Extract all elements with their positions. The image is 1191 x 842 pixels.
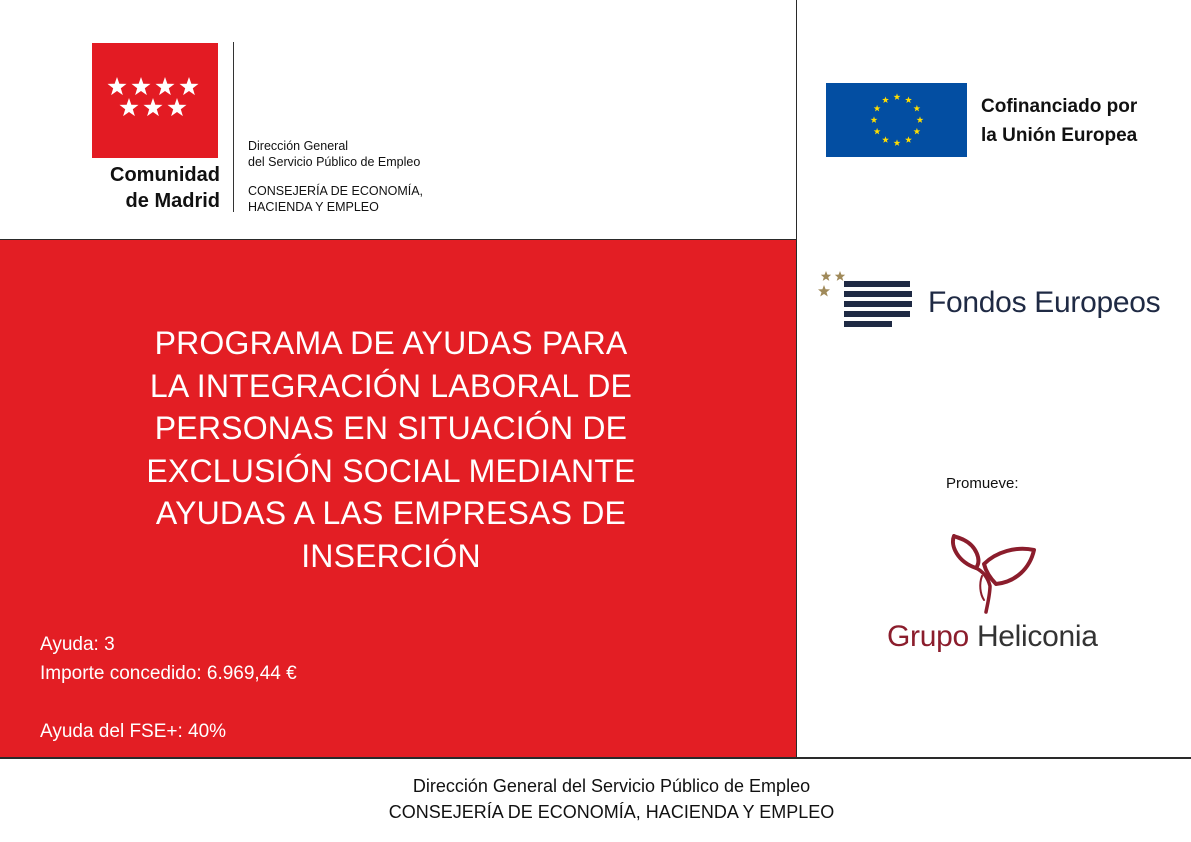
org-name-line2: de Madrid [125, 190, 220, 212]
department-name [248, 138, 420, 170]
eu-line1: Cofinanciado por [981, 96, 1138, 117]
title-line: AYUDAS A LAS EMPRESAS DE [155, 495, 627, 531]
heliconia-word1: Grupo [887, 620, 969, 653]
ayuda-number: Ayuda: 3 [40, 634, 115, 655]
comunidad-madrid-name [86, 162, 220, 214]
department-line1: Dirección General [248, 139, 349, 153]
promoter-label: Promueve: [946, 475, 1019, 492]
ministry-line2: HACIENDA Y EMPLEO [248, 200, 379, 214]
ministry-name [248, 183, 423, 215]
heliconia-flower-icon [946, 534, 1038, 619]
fse-percentage: Ayuda del FSE+: 40% [40, 721, 227, 742]
logo-divider [233, 42, 234, 212]
title-line: INSERCIÓN [301, 537, 481, 574]
title-line: EXCLUSIÓN SOCIAL MEDIANTE [146, 452, 636, 489]
madrid-stars-icon [92, 43, 218, 158]
footer-divider [0, 757, 1191, 759]
department-line2: del Servicio Público de Empleo [248, 155, 421, 169]
fondos-europeos-label: Fondos Europeos [928, 286, 1161, 319]
heliconia-word2: Heliconia [976, 620, 1098, 653]
org-name-line1: Comunidad [110, 164, 220, 186]
importe-concedido: Importe concedido: 6.969,44 € [40, 663, 297, 684]
heliconia-name [887, 620, 1098, 654]
eu-flag-icon [826, 83, 967, 157]
vertical-divider [796, 0, 797, 757]
title-line: PERSONAS EN SITUACIÓN DE [154, 410, 628, 446]
footer-line1: Dirección General del Servicio Público de Empleo [412, 776, 811, 796]
program-title [96, 322, 686, 577]
footer-line2: CONSEJERÍA DE ECONOMÍA, HACIENDA Y EMPLEO [388, 802, 835, 822]
ministry-line1: CONSEJERÍA DE ECONOMÍA, [248, 184, 424, 198]
eu-stars-icon [826, 83, 967, 157]
eu-line2: la Unión Europea [981, 125, 1138, 146]
fondos-europeos-icon [818, 268, 918, 341]
title-line: LA INTEGRACIÓN LABORAL DE [149, 367, 633, 404]
eu-cofinancing-text [981, 92, 1137, 150]
title-line: PROGRAMA DE AYUDAS PARA [154, 325, 628, 361]
comunidad-madrid-logo-icon [92, 43, 218, 158]
